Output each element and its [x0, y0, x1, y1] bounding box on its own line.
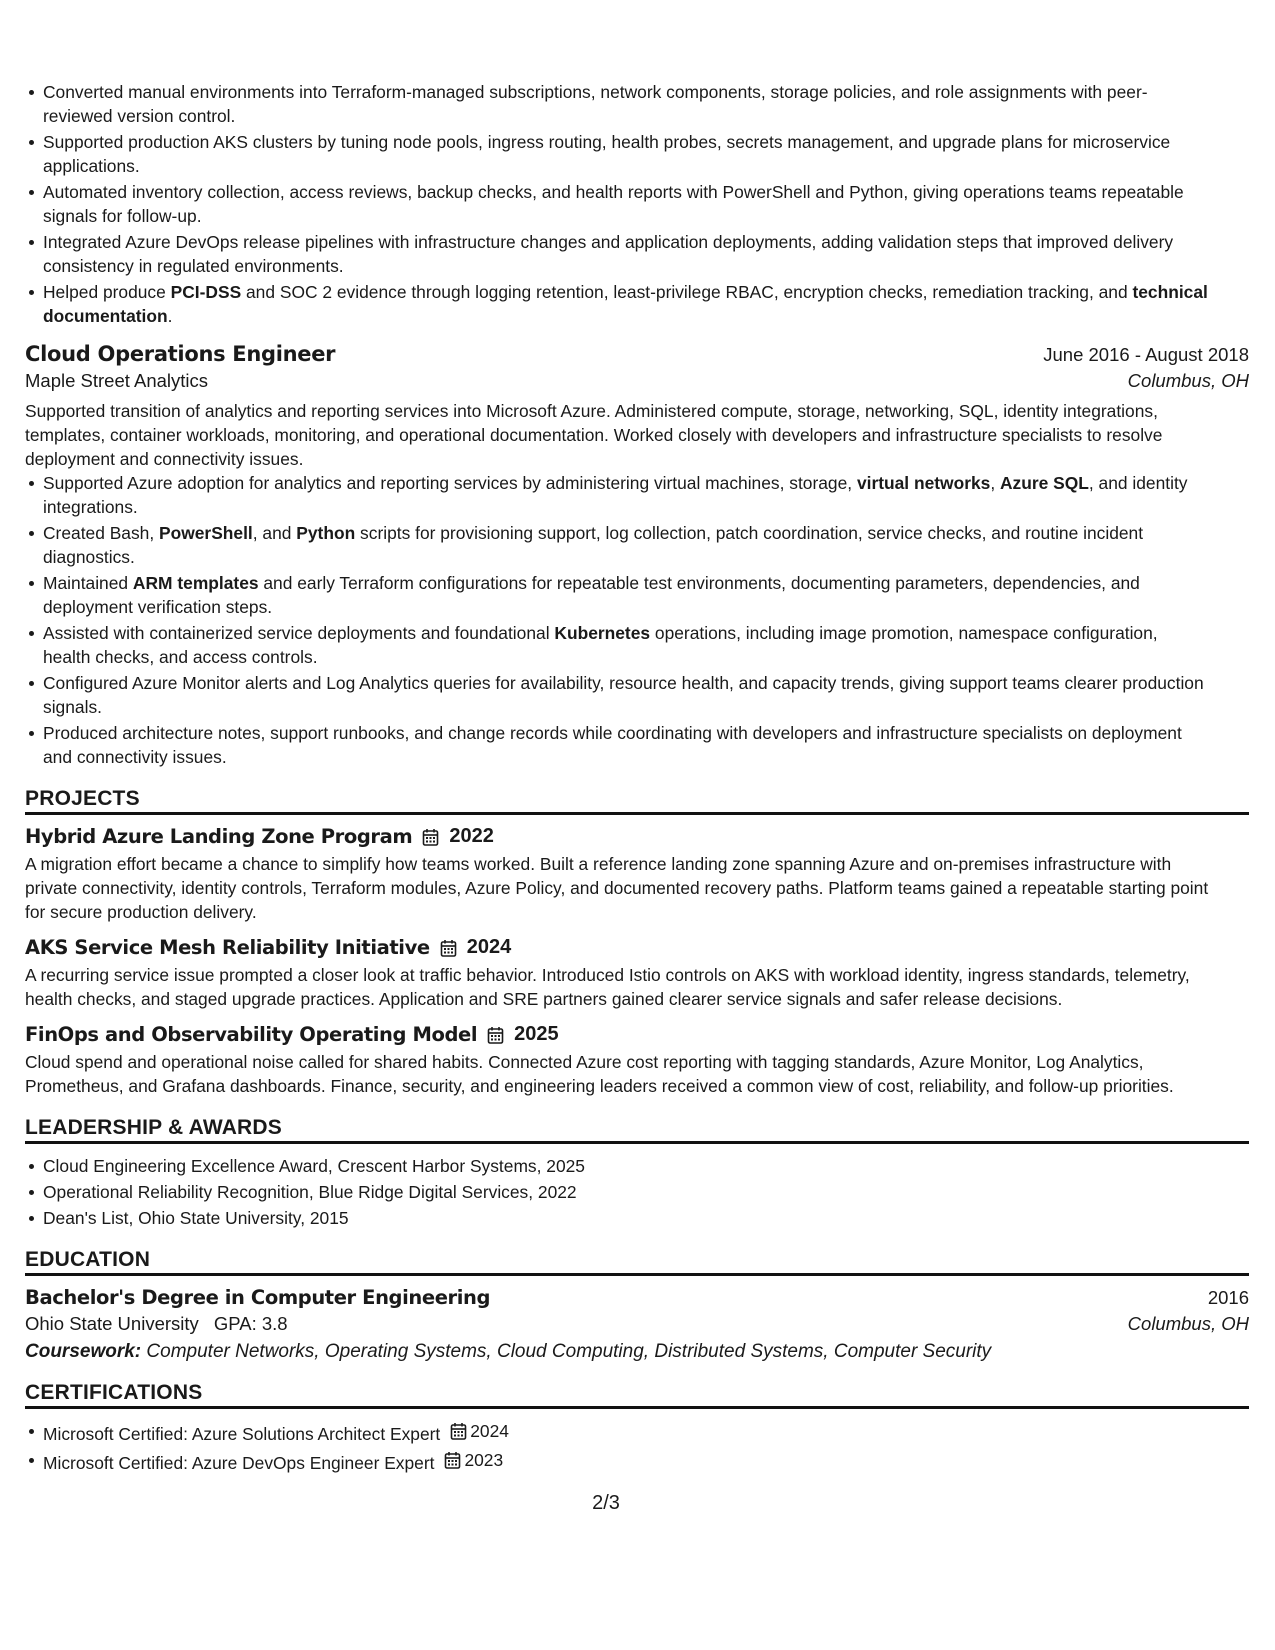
role-location: Columbus, OH — [1127, 370, 1249, 391]
project-year: 2022 — [449, 825, 494, 847]
project-title: FinOps and Observability Operating Model — [25, 1023, 478, 1046]
list-item — [43, 571, 1249, 619]
degree-year: 2016 — [1207, 1287, 1249, 1308]
calendar-icon — [422, 828, 439, 846]
project-year: 2024 — [466, 936, 512, 958]
role-dates: June 2016 - August 2018 — [1043, 344, 1249, 365]
list-item — [43, 80, 1249, 128]
projects-list — [25, 825, 1249, 1098]
project-description: Cloud spend and operational noise called for shared habits. Connected Azure cost reporting with tagging standards, Azure Monitor, Log Analytics, Prometheus, and Grafana dashboards. Finance, security, and engineering leaders received a common view of cost, reliability, and follow-up priorities. — [25, 1052, 1174, 1096]
project-title-row — [25, 936, 1249, 959]
project-title-row — [25, 825, 1249, 848]
certifications-list — [25, 1419, 1249, 1475]
certification-name: Microsoft Certified: Azure DevOps Engineer Expert — [43, 1453, 435, 1473]
page-number: 2/3 — [592, 1492, 620, 1514]
role-subheader — [25, 370, 1249, 392]
text: Created Bash, — [43, 523, 160, 543]
education-block — [25, 1286, 1249, 1363]
coursework — [25, 1341, 1249, 1363]
calendar-icon — [450, 1422, 467, 1440]
text: Integrated Azure DevOps release pipelines with infrastructure changes and application deployments, adding validation steps that improved delivery consistency in regulated environments. — [43, 232, 1174, 276]
role-block — [25, 342, 1249, 769]
list-item — [43, 1448, 1249, 1475]
project-title: AKS Service Mesh Reliability Initiative — [25, 936, 430, 959]
degree-title: Bachelor's Degree in Computer Engineering — [25, 1286, 491, 1309]
text: . — [167, 306, 173, 326]
text: , — [990, 473, 1000, 493]
role-company: Maple Street Analytics — [25, 370, 209, 391]
leadership-list — [25, 1154, 1249, 1230]
certification-year: 2024 — [470, 1421, 509, 1441]
school-location: Columbus, OH — [1127, 1313, 1249, 1334]
education-subheader — [25, 1313, 1249, 1335]
gpa: GPA: 3.8 — [213, 1313, 288, 1334]
school-line — [25, 1313, 288, 1335]
coursework-list: Computer Networks, Operating Systems, Cloud Computing, Distributed Systems, Computer Security — [146, 1341, 992, 1362]
bold-text: ARM templates — [132, 573, 259, 593]
role-summary: Supported transition of analytics and reporting services into Microsoft Azure. Administered compute, storage, networking, SQL, identity integrations, templates, container workloads, monitoring, and operational documentation. Worked closely with developers and infrastructure specialists to resolve deployment and connectivity issues. — [25, 401, 1163, 469]
text: Produced architecture notes, support runbooks, and change records while coordinating with developers and infrastructure specialists on deployment and connectivity issues. — [43, 723, 1182, 767]
bold-text: Kubernetes — [554, 623, 651, 643]
text: , and — [252, 523, 297, 543]
education-header — [25, 1286, 1249, 1309]
list-item — [43, 180, 1249, 228]
bold-text: virtual networks — [856, 473, 991, 493]
text: Helped produce — [43, 282, 171, 302]
list-item — [43, 471, 1249, 519]
list-item — [43, 130, 1249, 178]
project-description: A recurring service issue prompted a closer look at traffic behavior. Introduced Istio controls on AKS with workload identity, ingress standards, telemetry, health checks, and staged upgrade practices. Application and SRE partners gained clearer service signals and safer release decisions. — [25, 965, 1190, 1009]
text: Configured Azure Monitor alerts and Log Analytics queries for availability, resource health, and capacity trends, giving support teams clearer production signals. — [43, 673, 1204, 717]
project-year: 2025 — [514, 1023, 559, 1045]
list-item — [43, 621, 1249, 669]
project-item — [25, 936, 1249, 1011]
list-item — [43, 721, 1249, 769]
text: Automated inventory collection, access reviews, backup checks, and health reports with PowerShell and Python, giving operations teams repeatable signals for follow-up. — [43, 182, 1184, 226]
project-title: Hybrid Azure Landing Zone Program — [25, 825, 413, 848]
text: scripts for provisioning support, log collection, patch coordination, service checks, and routine incident diagnostics. — [43, 523, 1144, 567]
certification-date — [444, 1448, 503, 1472]
project-item — [25, 825, 1249, 924]
project-description: A migration effort became a chance to simplify how teams worked. Built a reference landing zone spanning Azure and on-premises infrastructure with private connectivity, identity controls, Terraform modules, Azure Policy, and documented recovery paths. Platform teams gained a repeatable starting point for secure production delivery. — [25, 854, 1209, 922]
text: and early Terraform configurations for repeatable test environments, documenting parameters, dependencies, and deployment verification steps. — [43, 573, 1140, 617]
role-title: Cloud Operations Engineer — [25, 342, 336, 366]
certification-date — [450, 1419, 509, 1443]
text: operations, including image promotion, namespace configuration, health checks, and access controls. — [43, 623, 1158, 667]
text: , and identity integrations. — [43, 473, 1188, 517]
calendar-icon — [440, 939, 457, 957]
list-item: Operational Reliability Recognition, Blue Ridge Digital Services, 2022 — [43, 1180, 1249, 1204]
role-header — [25, 342, 1249, 366]
text: Supported production AKS clusters by tuning node pools, ingress routing, health probes, secrets management, and upgrade plans for microservice applications. — [43, 132, 1171, 176]
bold-text: Python — [296, 523, 356, 543]
leadership-heading: LEADERSHIP & AWARDS — [25, 1116, 1249, 1144]
list-item: Dean's List, Ohio State University, 2015 — [43, 1206, 1249, 1230]
role-bullets — [25, 471, 1249, 769]
coursework-label: Coursework: — [25, 1341, 142, 1362]
calendar-icon — [444, 1451, 461, 1469]
school-name: Ohio State University — [25, 1313, 199, 1334]
certification-name: Microsoft Certified: Azure Solutions Architect Expert — [43, 1424, 441, 1444]
list-item: Cloud Engineering Excellence Award, Crescent Harbor Systems, 2025 — [43, 1154, 1249, 1178]
project-item — [25, 1023, 1249, 1098]
certifications-heading: CERTIFICATIONS — [25, 1381, 1249, 1409]
previous-role-bullets — [25, 80, 1249, 328]
list-item — [43, 230, 1249, 278]
project-title-row — [25, 1023, 1249, 1046]
list-item — [43, 1419, 1249, 1446]
text: and SOC 2 evidence through logging retention, least-privilege RBAC, encryption checks, remediation tracking, and — [241, 282, 1133, 302]
bold-text: PowerShell — [159, 523, 253, 543]
bold-text: Azure SQL — [999, 473, 1089, 493]
list-item — [43, 671, 1249, 719]
calendar-icon — [487, 1026, 504, 1044]
list-item — [43, 280, 1249, 328]
text: Maintained — [43, 573, 133, 593]
education-heading: EDUCATION — [25, 1248, 1249, 1276]
bold-text: technical documentation — [43, 282, 1208, 326]
certification-year: 2023 — [464, 1450, 504, 1470]
text: Assisted with containerized service deployments and foundational — [43, 623, 555, 643]
list-item — [43, 521, 1249, 569]
resume-page — [25, 80, 1249, 1477]
text: Converted manual environments into Terraform-managed subscriptions, network components, storage policies, and role assignments with peer-reviewed version control. — [43, 82, 1148, 126]
projects-heading: PROJECTS — [25, 787, 1249, 815]
text: Supported Azure adoption for analytics and reporting services by administering virtual machines, storage, — [43, 473, 857, 493]
bold-text: PCI-DSS — [170, 282, 242, 302]
